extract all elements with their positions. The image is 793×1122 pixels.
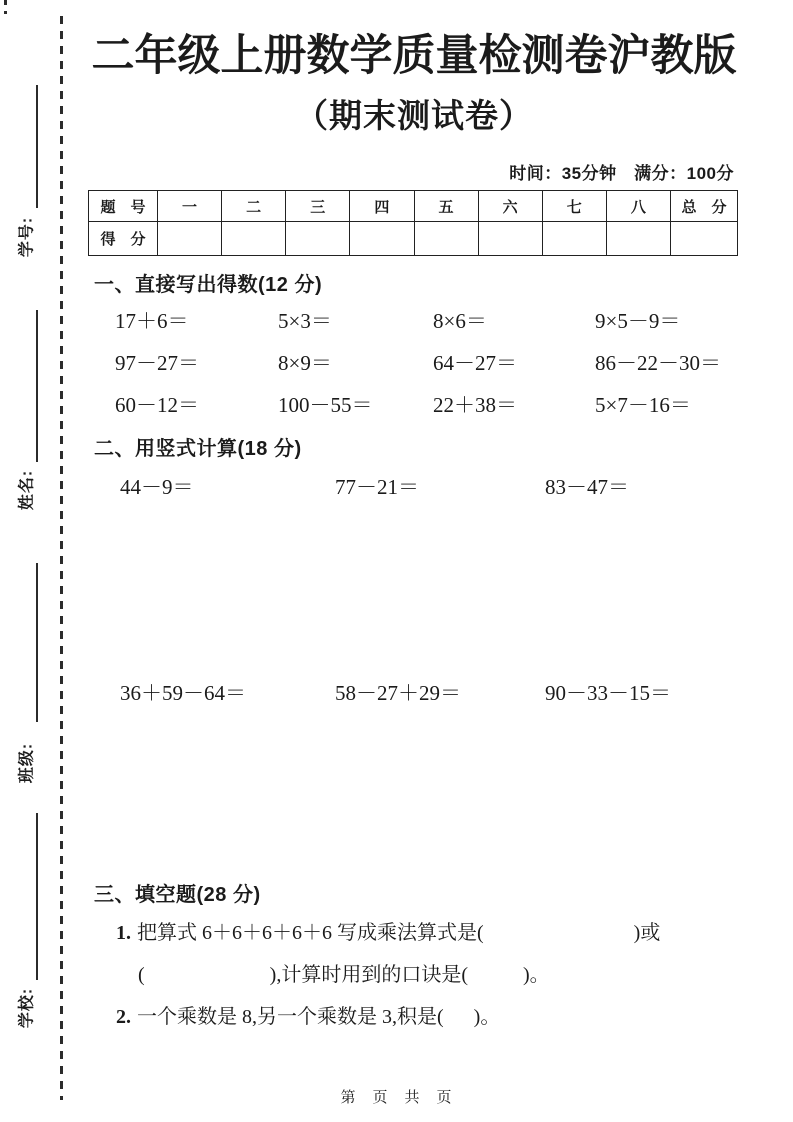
problem: 58－27＋29＝ (335, 681, 461, 705)
paper-title: 二年级上册数学质量检测卷沪教版 (91, 32, 737, 80)
class-label: 班级: (18, 742, 36, 784)
problem: 36＋59－64＝ (120, 681, 246, 705)
item-text: )。 (473, 1006, 501, 1028)
problem: 9×5－9＝ (595, 309, 681, 333)
problem: 60－12＝ (115, 393, 199, 417)
fill-item-1-line-2 (138, 954, 740, 996)
problem: 64－27＝ (433, 351, 517, 375)
section1-heading: 一、直接写出得数(12 分) (94, 274, 323, 296)
problem: 5×7－16＝ (595, 393, 691, 417)
problem: 90－33－15＝ (545, 681, 671, 705)
score-cell-8 (606, 222, 670, 256)
col-header-5: 五 (414, 191, 478, 222)
col-header-8: 八 (606, 191, 670, 222)
item-text: 把算式 6＋6＋6＋6＋6 写成乘法算式是( (137, 922, 484, 944)
problem: 100－55＝ (278, 393, 373, 417)
class-blank-line (36, 563, 38, 722)
item-number: 1. (116, 922, 131, 944)
problem: 8×6＝ (433, 309, 487, 333)
section2-problems-row2 (88, 682, 772, 704)
student-name-label: 姓名: (18, 469, 36, 511)
problem: 44－9＝ (120, 475, 194, 499)
section3-items (116, 912, 740, 1038)
col-header-1: 一 (158, 191, 222, 222)
score-cell-6 (478, 222, 542, 256)
score-table-header-row (89, 191, 738, 222)
school-blank-line (36, 813, 38, 980)
score-cell-7 (542, 222, 606, 256)
item-text: )或 (633, 922, 661, 944)
col-header-3: 三 (286, 191, 350, 222)
question-number-header: 题 号 (89, 191, 158, 222)
section3-heading: 三、填空题(28 分) (94, 884, 261, 906)
problem: 22＋38＝ (433, 393, 517, 417)
seal-dashed-line (60, 16, 63, 1100)
page-footer: 第 页 共 页 (340, 1089, 453, 1106)
section1-problems (88, 310, 767, 416)
item-number: 2. (116, 1006, 131, 1028)
problem: 8×9＝ (278, 351, 332, 375)
section2-problems-row1 (88, 476, 772, 498)
score-row-label: 得 分 (89, 222, 158, 256)
score-table (88, 190, 738, 256)
problem: 86－22－30＝ (595, 351, 721, 375)
student-name-blank-line (36, 310, 38, 462)
item-text: )。 (523, 964, 550, 986)
section2-heading: 二、用竖式计算(18 分) (94, 438, 302, 460)
student-id-label: 学号: (18, 216, 36, 258)
col-header-6: 六 (478, 191, 542, 222)
score-table-score-row (89, 222, 738, 256)
score-cell-3 (286, 222, 350, 256)
score-cell-1 (158, 222, 222, 256)
problem: 83－47＝ (545, 475, 629, 499)
col-header-4: 四 (350, 191, 414, 222)
corner-trim-mark (4, 0, 7, 14)
score-cell-2 (222, 222, 286, 256)
total-score-header: 总 分 (671, 191, 738, 222)
score-cell-total (671, 222, 738, 256)
item-text: 一个乘数是 8,另一个乘数是 3,积是( (137, 1006, 444, 1028)
paper-subtitle: （期末测试卷） (295, 97, 533, 134)
paper-content (88, 0, 740, 1122)
school-label: 学校: (18, 987, 36, 1029)
score-cell-5 (414, 222, 478, 256)
time-score-info: 时间：35分钟 满分：100分 (509, 164, 734, 183)
item-text: ),计算时用到的口诀是( (269, 964, 468, 986)
problem: 77－21＝ (335, 475, 419, 499)
col-header-7: 七 (542, 191, 606, 222)
problem: 97－27＝ (115, 351, 199, 375)
item-text: ( (138, 964, 145, 986)
col-header-2: 二 (222, 191, 286, 222)
fill-item-1-line-1 (116, 912, 740, 954)
student-id-blank-line (36, 85, 38, 208)
problem: 17＋6＝ (115, 309, 189, 333)
score-cell-4 (350, 222, 414, 256)
problem: 5×3＝ (278, 309, 332, 333)
fill-item-2 (116, 996, 740, 1038)
